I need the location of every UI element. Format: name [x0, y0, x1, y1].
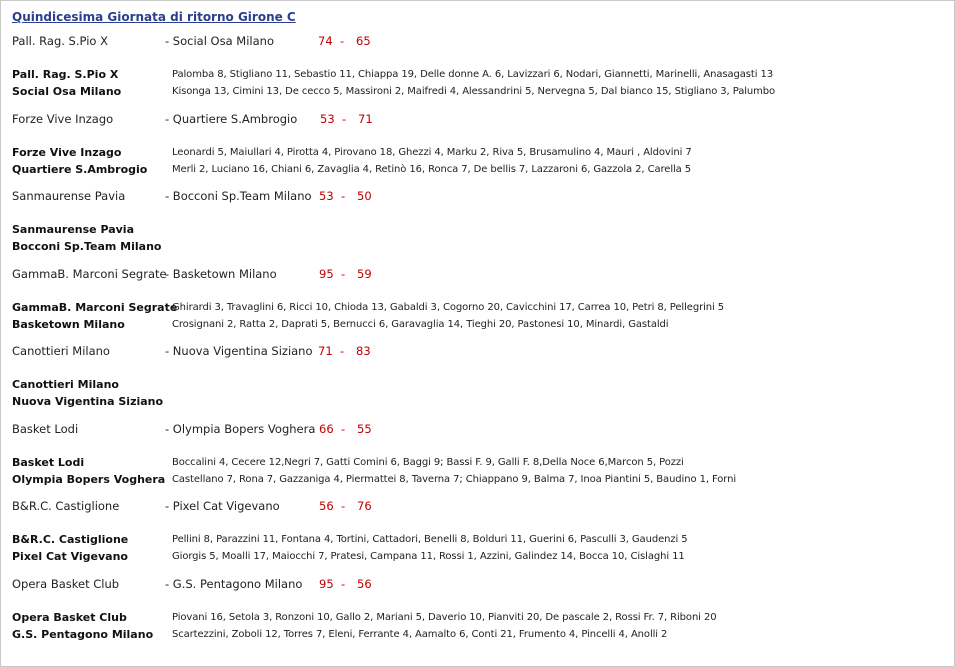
- score-separator: -: [341, 499, 346, 513]
- scorer-row: [0, 68, 955, 82]
- away-team: - Nuova Vigentina Siziano: [165, 344, 313, 358]
- home-team: Pall. Rag. S.Pio X: [12, 34, 108, 48]
- away-score: 55: [357, 421, 372, 436]
- home-team: Sanmaurense Pavia: [12, 189, 126, 203]
- home-team: Forze Vive Inzago: [12, 111, 114, 126]
- scorer-team: Basketown Milano: [12, 317, 125, 331]
- home-score: 71: [318, 344, 333, 358]
- away-team: - Basketown Milano: [165, 266, 277, 281]
- match-row: [0, 344, 955, 358]
- score-separator: -: [341, 421, 346, 436]
- scorer-team: Nuova Vigentina Siziano: [12, 395, 164, 408]
- scorer-list: Kisonga 13, Cimini 13, De cecco 5, Massironi 2, Maifredi 4, Alessandrini 5, Nervegna 5, Dal bianco 15, Stigliano 3, Palumbo: [172, 86, 776, 97]
- score-separator: -: [341, 266, 346, 281]
- away-team: - Social Osa Milano: [165, 34, 274, 48]
- scorer-list: Boccalini 4, Cecere 12,Negri 7, Gatti Comini 6, Baggi 9; Bassi F. 9, Galli F. 8,Della Noce 6,Marcon 5, Pozzi: [172, 456, 684, 468]
- home-score: 74: [318, 34, 333, 48]
- scorer-team: GammaB. Marconi Segrate: [12, 300, 178, 314]
- away-score: 50: [357, 189, 372, 203]
- away-score: 56: [357, 576, 372, 591]
- scorer-team: Forze Vive Inzago: [12, 145, 122, 159]
- scorer-team: Olympia Bopers Voghera: [12, 472, 166, 486]
- away-team: - G.S. Pentagono Milano: [165, 576, 303, 591]
- scorer-list: Giorgis 5, Moalli 17, Maiocchi 7, Pratesi, Campana 11, Rossi 1, Azzini, Galindez 14, Bocca 10, Cislaghi 11: [172, 551, 685, 562]
- scorer-list: Palomba 8, Stigliano 11, Sebastio 11, Chiappa 19, Delle donne A. 6, Lavizzari 6, Nodari, Giannetti, Marinelli, Anasagasti 13: [172, 69, 773, 80]
- match-row: [0, 577, 955, 591]
- scorer-team: Social Osa Milano: [12, 85, 122, 98]
- scorer-row: [0, 533, 955, 547]
- scorer-team: Pall. Rag. S.Pio X: [12, 68, 119, 81]
- match-row: [0, 34, 955, 48]
- scorer-row: [0, 240, 955, 254]
- home-score: 66: [319, 421, 334, 436]
- home-score: 53: [319, 189, 334, 203]
- scorer-team: G.S. Pentagono Milano: [12, 627, 154, 641]
- scorer-row: [0, 628, 955, 642]
- page-title[interactable]: Quindicesima Giornata di ritorno Girone C: [12, 10, 296, 24]
- away-score: 65: [356, 34, 371, 48]
- scorer-row: [0, 85, 955, 99]
- scorer-list: Pellini 8, Parazzini 11, Fontana 4, Tortini, Cattadori, Benelli 8, Bolduri 11, Guerini 6, Pasculli 3, Gaudenzi 5: [172, 534, 688, 545]
- scorer-list: Piovani 16, Setola 3, Ronzoni 10, Gallo 2, Mariani 5, Daverio 10, Pianviti 20, De pascale 2, Rossi Fr. 7, Riboni 20: [172, 611, 717, 623]
- scorer-list: Ghirardi 3, Travaglini 6, Ricci 10, Chioda 13, Gabaldi 3, Cogorno 20, Cavicchini 17, Carrea 10, Petri 8, Pellegrini 5: [172, 301, 725, 313]
- scorer-list: Leonardi 5, Maiullari 4, Pirotta 4, Pirovano 18, Ghezzi 4, Marku 2, Riva 5, Brusamulino 4, Mauri , Aldovini 7: [172, 146, 692, 158]
- scorer-team: Sanmaurense Pavia: [12, 223, 134, 236]
- score-separator: -: [340, 344, 345, 358]
- scorer-team: Quartiere S.Ambrogio: [12, 162, 148, 176]
- scorer-row: [0, 395, 955, 409]
- scorer-team: B&R.C. Castiglione: [12, 533, 129, 546]
- scorer-team: Pixel Cat Vigevano: [12, 550, 128, 563]
- home-team: Basket Lodi: [12, 421, 79, 436]
- away-team: - Quartiere S.Ambrogio: [165, 111, 298, 126]
- away-score: 83: [356, 344, 371, 358]
- scorer-team: Opera Basket Club: [12, 610, 127, 624]
- home-score: 53: [320, 111, 335, 126]
- away-team: - Pixel Cat Vigevano: [165, 499, 280, 513]
- scorer-row: [0, 146, 955, 160]
- scorer-list: Castellano 7, Rona 7, Gazzaniga 4, Piermattei 8, Taverna 7; Chiappano 9, Balma 7, Inoa Piantini 5, Baudino 1, Forni: [172, 473, 737, 485]
- scorer-row: [0, 223, 955, 237]
- scorer-team: Bocconi Sp.Team Milano: [12, 240, 162, 253]
- scorer-row: [0, 163, 955, 177]
- scorer-list: Crosignani 2, Ratta 2, Daprati 5, Bernucci 6, Garavaglia 14, Tieghi 20, Pastonesi 10, Minardi, Gastaldi: [172, 318, 669, 330]
- score-separator: -: [342, 111, 347, 126]
- home-team: B&R.C. Castiglione: [12, 499, 120, 513]
- scorer-list: Scartezzini, Zoboli 12, Torres 7, Eleni, Ferrante 4, Aamalto 6, Conti 21, Frumento 4, Pincelli 4, Anolli 2: [172, 628, 668, 640]
- away-team: - Olympia Bopers Voghera: [165, 421, 316, 436]
- home-team: GammaB. Marconi Segrate: [12, 266, 167, 281]
- scorer-row: [0, 473, 955, 487]
- scorer-row: [0, 611, 955, 625]
- home-score: 56: [319, 499, 334, 513]
- match-row: [0, 189, 955, 203]
- match-row: [0, 112, 955, 126]
- home-score: 95: [319, 576, 334, 591]
- scorer-row: [0, 550, 955, 564]
- scorer-row: [0, 378, 955, 392]
- scorer-row: [0, 456, 955, 470]
- away-team: - Bocconi Sp.Team Milano: [165, 189, 312, 203]
- away-score: 59: [357, 266, 372, 281]
- scorer-row: [0, 318, 955, 332]
- home-score: 95: [319, 266, 334, 281]
- score-separator: -: [340, 34, 345, 48]
- score-separator: -: [341, 189, 346, 203]
- scorer-row: [0, 301, 955, 315]
- match-row: [0, 267, 955, 281]
- match-row: [0, 422, 955, 436]
- scorer-list: Merli 2, Luciano 16, Chiani 6, Zavaglia 4, Retinò 16, Ronca 7, De bellis 7, Lazzaroni 6, Gazzola 2, Carella 5: [172, 163, 692, 175]
- home-team: Canottieri Milano: [12, 344, 110, 358]
- away-score: 76: [357, 499, 372, 513]
- scorer-team: Canottieri Milano: [12, 378, 119, 391]
- away-score: 71: [358, 111, 373, 126]
- score-separator: -: [341, 576, 346, 591]
- match-row: [0, 499, 955, 513]
- home-team: Opera Basket Club: [12, 576, 120, 591]
- scorer-team: Basket Lodi: [12, 455, 85, 469]
